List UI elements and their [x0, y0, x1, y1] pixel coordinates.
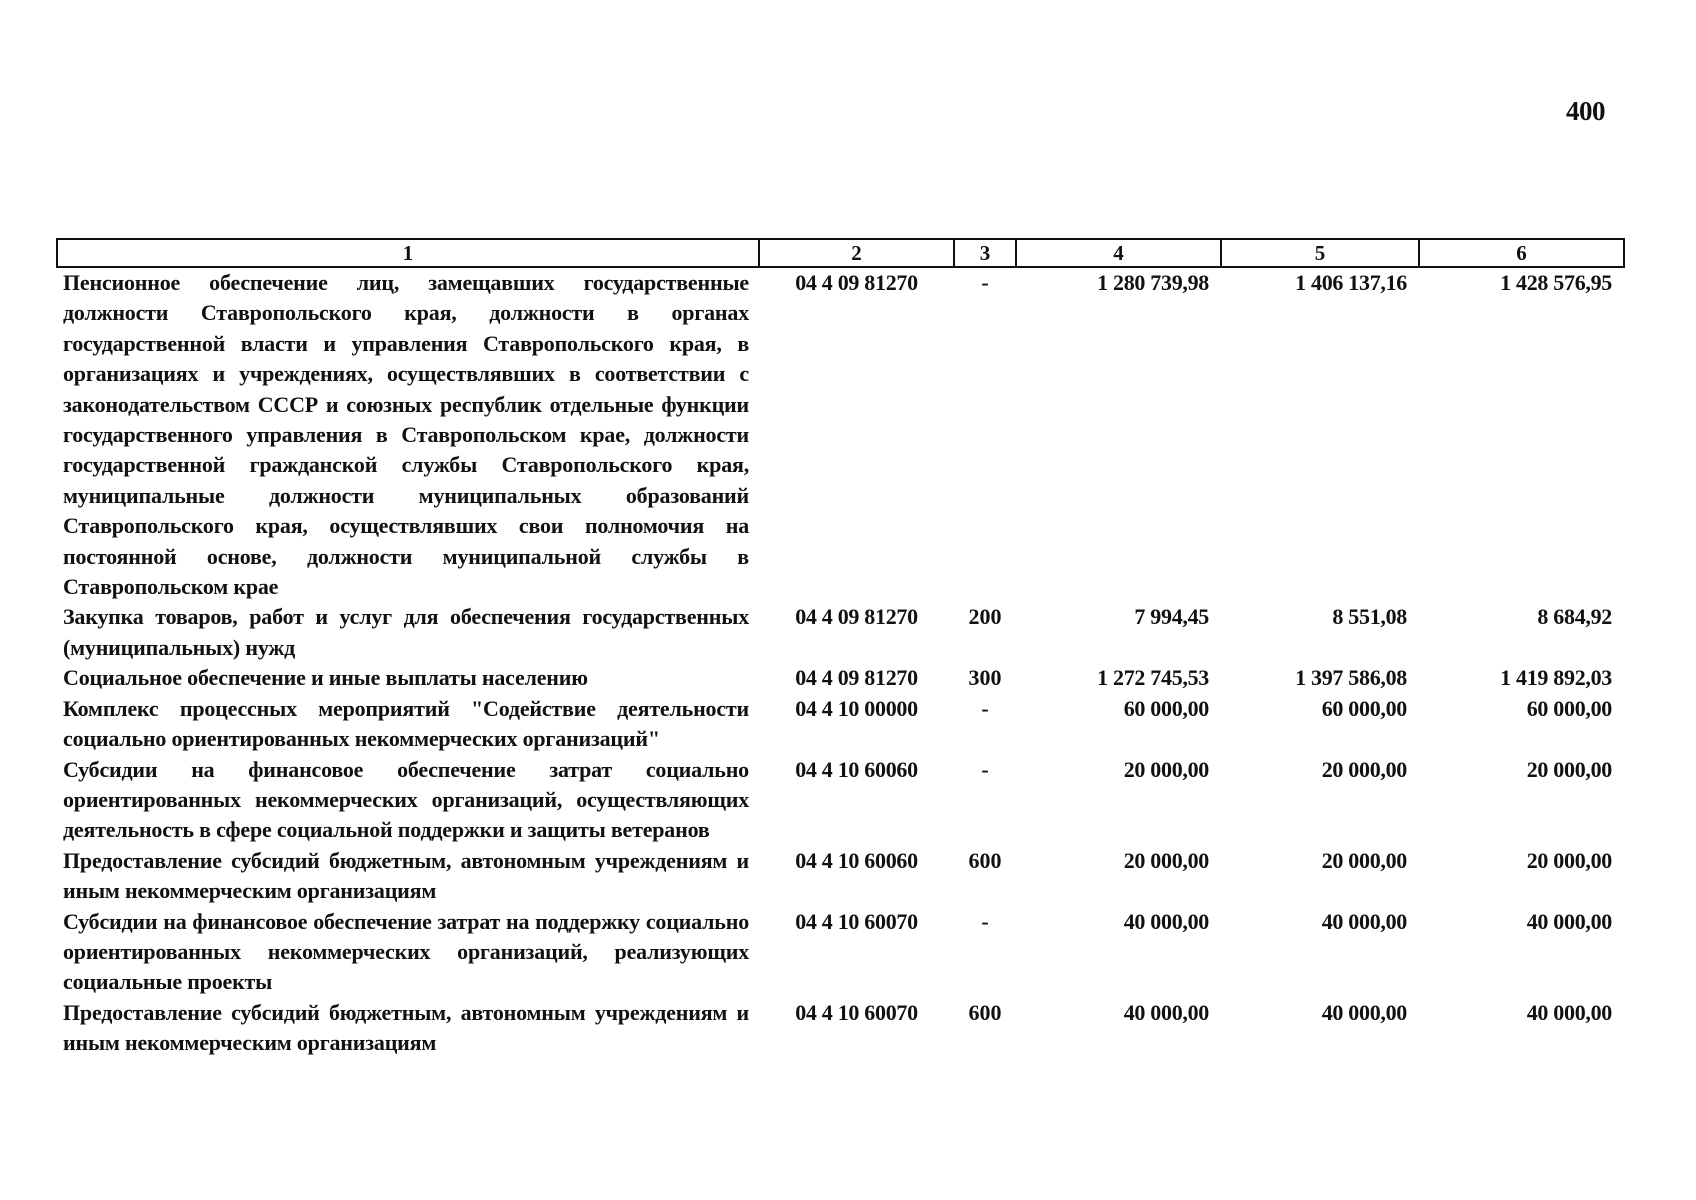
row-value-col5: 20 000,00: [1321, 756, 1407, 782]
table-row: [57, 755, 1624, 846]
row-name: Закупка товаров, работ и услуг для обеспечения государственных (муниципальных) нужд: [63, 604, 749, 660]
row-code: 04 4 09 81270: [795, 270, 918, 295]
row-value-col6: 40 000,00: [1526, 908, 1612, 934]
column-header-1: 1: [57, 239, 759, 267]
row-value-col4: 7 994,45: [1134, 604, 1209, 630]
row-expense-type: -: [981, 270, 989, 295]
row-expense-type: -: [981, 908, 989, 934]
row-value-col6: 20 000,00: [1526, 756, 1612, 782]
row-expense-type: 300: [968, 665, 1002, 691]
row-name: Предоставление субсидий бюджетным, автономным учреждениям и иным некоммерческим организациям: [63, 999, 749, 1056]
row-expense-type: 600: [968, 999, 1002, 1025]
row-value-col6: 20 000,00: [1526, 847, 1612, 873]
budget-table: [56, 238, 1625, 1059]
row-value-col4: 60 000,00: [1123, 695, 1209, 721]
row-value-col5: 1 406 137,16: [1295, 270, 1407, 295]
table-row: [57, 846, 1624, 907]
table-row: [57, 694, 1624, 755]
column-header-4: 4: [1016, 239, 1221, 267]
row-value-col6: 1 428 576,95: [1500, 270, 1612, 295]
table-row: [57, 267, 1624, 602]
row-code: 04 4 10 60070: [795, 999, 918, 1025]
row-code: 04 4 09 81270: [795, 604, 918, 630]
row-expense-type: 200: [968, 604, 1002, 630]
row-value-col6: 60 000,00: [1526, 695, 1612, 721]
row-value-col5: 8 551,08: [1332, 604, 1407, 630]
table-row: [57, 663, 1624, 693]
table-body: [57, 267, 1624, 1059]
row-expense-type: -: [981, 695, 989, 721]
row-value-col6: 8 684,92: [1537, 604, 1612, 630]
column-header-3: 3: [954, 239, 1016, 267]
column-header-5: 5: [1221, 239, 1419, 267]
page-number: 400: [1566, 96, 1605, 126]
row-name: Социальное обеспечение и иные выплаты населению: [63, 665, 588, 691]
row-name: Пенсионное обеспечение лиц, замещавших государственные должности Ставропольского края, должности в органах государственной власти и управления Ставропольского края, в организациях и учреждениях, осуществлявших в соответствии с законодательством СССР и союзных республик отдельные функции государственного управления в Ставропольском крае, должности государственной гражданской службы Ставропольского края, муниципальные должности муниципальных образований Ставропольского края, осуществлявших свои полномочия на постоянной основе, должности муниципальной службы в Ставропольском крае: [63, 270, 749, 600]
row-name: Комплекс процессных мероприятий "Содействие деятельности социально ориентированных некоммерческих организаций": [63, 695, 749, 752]
row-value-col5: 40 000,00: [1321, 908, 1407, 934]
row-name: Субсидии на финансовое обеспечение затрат социально ориентированных некоммерческих организаций, осуществляющих деятельность в сфере социальной поддержки и защиты ветеранов: [63, 756, 749, 843]
row-value-col4: 1 272 745,53: [1097, 665, 1209, 691]
row-code: 04 4 10 60060: [795, 756, 918, 782]
row-value-col4: 20 000,00: [1123, 847, 1209, 873]
table-row: [57, 602, 1624, 663]
row-code: 04 4 10 60060: [795, 847, 918, 873]
row-value-col6: 40 000,00: [1526, 999, 1612, 1025]
row-code: 04 4 09 81270: [795, 665, 918, 691]
table-row: [57, 907, 1624, 998]
column-header-2: 2: [759, 239, 954, 267]
table-row: [57, 998, 1624, 1059]
row-value-col4: 1 280 739,98: [1097, 270, 1209, 295]
column-header-6: 6: [1419, 239, 1624, 267]
row-value-col5: 60 000,00: [1321, 695, 1407, 721]
row-value-col4: 40 000,00: [1123, 908, 1209, 934]
row-value-col5: 1 397 586,08: [1295, 665, 1407, 691]
row-value-col4: 20 000,00: [1123, 756, 1209, 782]
header-row: [57, 239, 1624, 267]
row-value-col4: 40 000,00: [1123, 999, 1209, 1025]
row-expense-type: -: [981, 756, 989, 782]
row-name: Субсидии на финансовое обеспечение затрат на поддержку социально ориентированных некоммерческих организаций, реализующих социальные проекты: [63, 908, 749, 995]
row-value-col5: 20 000,00: [1321, 847, 1407, 873]
row-value-col5: 40 000,00: [1321, 999, 1407, 1025]
row-code: 04 4 10 60070: [795, 908, 918, 934]
row-name: Предоставление субсидий бюджетным, автономным учреждениям и иным некоммерческим организациям: [63, 847, 749, 904]
row-value-col6: 1 419 892,03: [1500, 665, 1612, 691]
row-code: 04 4 10 00000: [795, 695, 918, 721]
table-header: [57, 239, 1624, 267]
row-expense-type: 600: [968, 847, 1002, 873]
